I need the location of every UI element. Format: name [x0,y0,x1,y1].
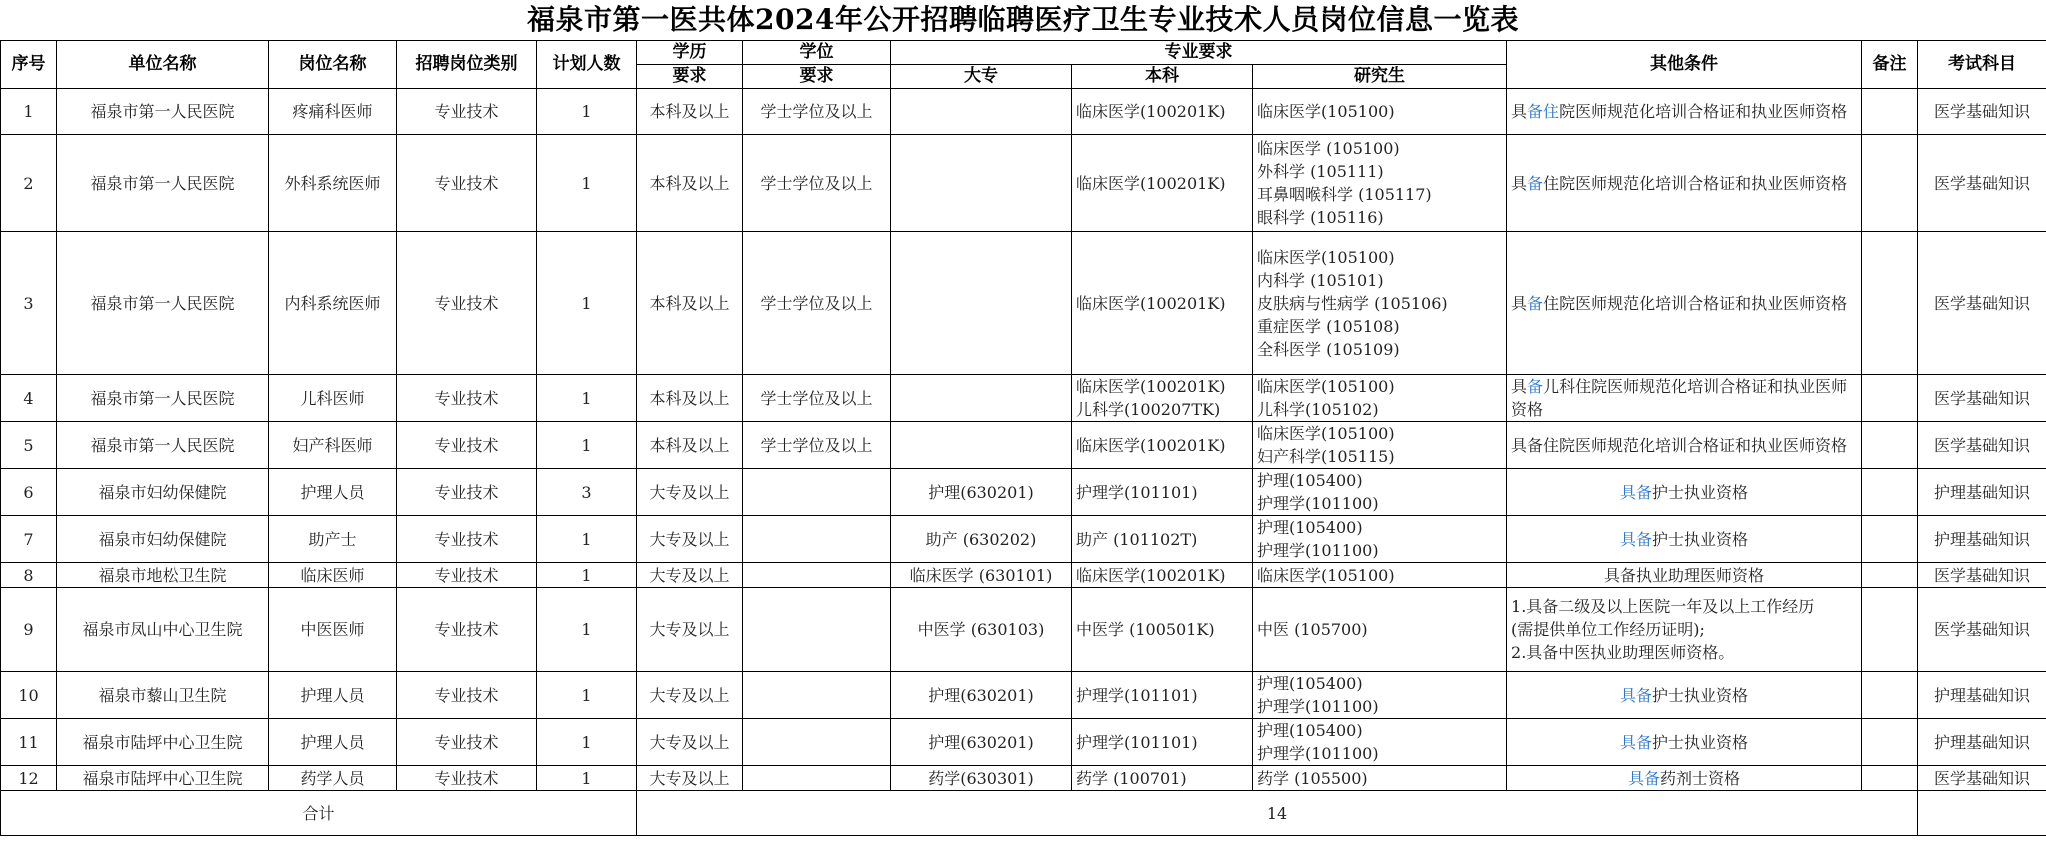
header-degree-top: 学位 [743,41,891,65]
row-graduate-line: 护理(105400) [1257,518,1363,537]
row-graduate [1253,516,1507,563]
row-bachelor [1072,516,1253,563]
row-other [1507,375,1862,422]
row-seq: 5 [1,422,57,469]
row-other-text-rest: 住院医师规范化培训合格证和执业医师资格 [1543,293,1848,313]
row-graduate-line: 眼科学 (105116) [1257,208,1384,227]
row-other-text-rest: 院医师规范化培训合格证和执业医师资格 [1559,102,1848,121]
row-seq: 6 [1,469,57,516]
row-remark [1862,719,1918,766]
row-other [1507,469,1862,516]
row-bachelor [1072,375,1253,422]
row-bachelor-line: 药学 (100701) [1076,768,1187,788]
row-junior: 临床医学 (630101) [891,563,1072,588]
row-post: 护理人员 [269,672,397,719]
row-category: 专业技术 [397,89,537,135]
row-bachelor-line: 助产 (101102T) [1076,529,1198,549]
row-other [1507,766,1862,791]
table-row [1,766,2046,791]
row-remark [1862,469,1918,516]
row-unit: 福泉市凤山中心卫生院 [57,588,269,672]
row-graduate [1253,469,1507,516]
header-major: 专业要求 [891,41,1507,65]
row-other [1507,89,1862,135]
table-row [1,563,2046,588]
row-other [1507,422,1862,469]
row-graduate-line: 护理学(101100) [1257,541,1379,560]
row-remark [1862,135,1918,232]
row-unit: 福泉市陆坪中心卫生院 [57,719,269,766]
row-unit: 福泉市第一人民医院 [57,375,269,422]
row-bachelor [1072,588,1253,672]
row-post: 儿科医师 [269,375,397,422]
row-other [1507,588,1862,672]
row-degree [743,719,891,766]
row-junior: 护理(630201) [891,672,1072,719]
row-unit: 福泉市藜山卫生院 [57,672,269,719]
row-graduate-line: 全科医学 (105109) [1257,339,1400,359]
row-edu: 大专及以上 [637,672,743,719]
row-graduate-line: 临床医学 (105100) [1257,139,1400,158]
row-graduate-line: 护理学(101100) [1257,494,1379,513]
row-junior [891,232,1072,375]
row-plan: 1 [537,516,637,563]
row-graduate-line: 护理(105400) [1257,674,1363,693]
row-plan: 3 [537,469,637,516]
row-category: 专业技术 [397,469,537,516]
row-graduate-line: 皮肤病与性病学 (105106) [1257,293,1448,313]
row-graduate-line: 护理学(101100) [1257,697,1379,716]
row-seq: 9 [1,588,57,672]
row-edu: 大专及以上 [637,469,743,516]
row-degree: 学士学位及以上 [743,232,891,375]
row-exam: 护理基础知识 [1918,719,2046,766]
row-graduate-line: 外科学 (105111) [1257,162,1384,181]
row-edu: 本科及以上 [637,135,743,232]
row-other-text-rest: 药剂士资格 [1660,768,1741,788]
row-bachelor [1072,766,1253,791]
table-row [1,422,2046,469]
row-junior: 护理(630201) [891,719,1072,766]
row-graduate-line: 儿科学(105102) [1257,400,1379,419]
row-remark [1862,375,1918,422]
row-bachelor [1072,89,1253,135]
row-other-highlight: 备 [1527,173,1544,193]
row-graduate-line: 临床医学(105100) [1257,247,1395,267]
row-other-text: 具 [1511,293,1528,313]
row-other-text-rest: 护士执业资格 [1652,482,1749,502]
row-other [1507,232,1862,375]
header-other: 其他条件 [1507,41,1862,89]
row-bachelor [1072,135,1253,232]
row-other-text: 具 [1511,102,1528,121]
row-unit: 福泉市第一人民医院 [57,135,269,232]
row-post: 护理人员 [269,469,397,516]
row-edu: 本科及以上 [637,422,743,469]
row-unit: 福泉市第一人民医院 [57,89,269,135]
total-row [1,791,2046,836]
header-bachelor: 本科 [1072,65,1253,89]
row-graduate [1253,719,1507,766]
row-category: 专业技术 [397,516,537,563]
table-row [1,469,2046,516]
row-edu: 本科及以上 [637,89,743,135]
row-exam: 护理基础知识 [1918,516,2046,563]
row-remark [1862,232,1918,375]
row-plan: 1 [537,422,637,469]
row-edu: 大专及以上 [637,563,743,588]
row-graduate [1253,375,1507,422]
row-junior [891,375,1072,422]
total-exam-empty [1918,791,2046,836]
row-post: 助产士 [269,516,397,563]
header-graduate: 研究生 [1253,65,1507,89]
row-graduate [1253,422,1507,469]
row-junior: 药学(630301) [891,766,1072,791]
row-post: 妇产科医师 [269,422,397,469]
row-other-highlight: 具备 [1628,768,1661,788]
row-graduate [1253,232,1507,375]
row-edu: 大专及以上 [637,719,743,766]
header-seq: 序号 [1,41,57,89]
row-bachelor-line: 临床医学(100201K) [1076,377,1226,396]
row-plan: 1 [537,135,637,232]
row-graduate [1253,563,1507,588]
row-bachelor [1072,422,1253,469]
row-other-highlight: 备住 [1527,102,1560,121]
row-seq: 12 [1,766,57,791]
row-bachelor-line: 护理学(101101) [1076,482,1198,502]
row-plan: 1 [537,672,637,719]
row-seq: 1 [1,89,57,135]
row-edu: 大专及以上 [637,516,743,563]
row-other-highlight: 具备 [1620,482,1653,502]
row-degree: 学士学位及以上 [743,375,891,422]
row-bachelor-line: 中医学 (100501K) [1076,620,1215,639]
row-degree [743,563,891,588]
row-other-highlight: 具备 [1620,529,1653,549]
row-degree: 学士学位及以上 [743,89,891,135]
row-seq: 2 [1,135,57,232]
row-exam: 医学基础知识 [1918,563,2046,588]
header-row-1 [1,41,2046,65]
row-edu: 大专及以上 [637,766,743,791]
row-graduate-line: 临床医学(105100) [1257,377,1395,396]
row-bachelor-line: 护理学(101101) [1076,685,1198,705]
row-plan: 1 [537,766,637,791]
row-other-line: 1.具备二级及以上医院一年及以上工作经历 [1511,597,1815,616]
row-graduate-line: 耳鼻咽喉科学 (105117) [1257,185,1432,204]
row-degree: 学士学位及以上 [743,422,891,469]
row-exam: 护理基础知识 [1918,469,2046,516]
table-row [1,516,2046,563]
row-degree [743,588,891,672]
row-graduate [1253,89,1507,135]
row-other-text: 具备执业助理医师资格 [1604,565,1765,585]
table-row [1,232,2046,375]
row-graduate [1253,135,1507,232]
table-row [1,672,2046,719]
row-category: 专业技术 [397,135,537,232]
row-exam: 医学基础知识 [1918,422,2046,469]
row-bachelor-line: 护理学(101101) [1076,732,1198,752]
table-row [1,588,2046,672]
row-exam: 医学基础知识 [1918,588,2046,672]
row-junior [891,422,1072,469]
row-graduate-line: 护理(105400) [1257,721,1363,740]
header-plan: 计划人数 [537,41,637,89]
row-category: 专业技术 [397,588,537,672]
row-other-text: 具备住院医师规范化培训合格证和执业医师资格 [1511,435,1848,455]
row-other-text-rest: 护士执业资格 [1652,732,1749,752]
total-label: 合计 [1,791,637,836]
row-plan: 1 [537,89,637,135]
row-plan: 1 [537,563,637,588]
row-other-text-rest: 护士执业资格 [1652,685,1749,705]
sheet-title: 福泉市第一医共体2024年公开招聘临聘医疗卫生专业技术人员岗位信息一览表 [527,3,1519,36]
row-other-line: (需提供单位工作经历证明); [1511,620,1705,639]
row-unit: 福泉市第一人民医院 [57,232,269,375]
row-remark [1862,516,1918,563]
row-seq: 4 [1,375,57,422]
row-other-highlight: 具备 [1620,685,1653,705]
table-row [1,135,2046,232]
header-unit: 单位名称 [57,41,269,89]
header-category: 招聘岗位类别 [397,41,537,89]
row-graduate-line: 临床医学(105100) [1257,424,1395,443]
positions-table [0,40,2046,836]
row-bachelor [1072,563,1253,588]
row-bachelor-line: 临床医学(100201K) [1076,565,1226,585]
row-unit: 福泉市妇幼保健院 [57,469,269,516]
row-degree [743,766,891,791]
row-remark [1862,89,1918,135]
row-post: 护理人员 [269,719,397,766]
row-category: 专业技术 [397,375,537,422]
row-bachelor [1072,232,1253,375]
table-row [1,375,2046,422]
row-other-text-rest: 护士执业资格 [1652,529,1749,549]
row-bachelor-line: 临床医学(100201K) [1076,173,1226,193]
row-degree [743,516,891,563]
table-row [1,719,2046,766]
row-seq: 11 [1,719,57,766]
row-post: 中医医师 [269,588,397,672]
row-seq: 7 [1,516,57,563]
table-row [1,89,2046,135]
row-plan: 1 [537,588,637,672]
row-remark [1862,563,1918,588]
row-graduate [1253,672,1507,719]
header-edu-bottom: 要求 [637,65,743,89]
row-remark [1862,422,1918,469]
row-exam: 护理基础知识 [1918,672,2046,719]
row-bachelor-line: 儿科学(100207TK) [1076,400,1221,419]
row-other-text-rest: 住院医师规范化培训合格证和执业医师资格 [1543,173,1848,193]
row-bachelor [1072,469,1253,516]
row-degree [743,672,891,719]
row-post: 临床医师 [269,563,397,588]
row-unit: 福泉市第一人民医院 [57,422,269,469]
row-remark [1862,588,1918,672]
row-seq: 10 [1,672,57,719]
row-bachelor-line: 临床医学(100201K) [1076,435,1226,455]
row-post: 疼痛科医师 [269,89,397,135]
row-exam: 医学基础知识 [1918,89,2046,135]
row-other-highlight: 备 [1527,293,1544,313]
row-post: 药学人员 [269,766,397,791]
row-category: 专业技术 [397,766,537,791]
row-other [1507,516,1862,563]
row-exam: 医学基础知识 [1918,766,2046,791]
row-category: 专业技术 [397,232,537,375]
header-degree-bottom: 要求 [743,65,891,89]
row-other-highlight: 备 [1527,377,1544,396]
row-other [1507,135,1862,232]
row-seq: 3 [1,232,57,375]
row-junior [891,135,1072,232]
row-graduate [1253,766,1507,791]
row-degree: 学士学位及以上 [743,135,891,232]
row-edu: 大专及以上 [637,588,743,672]
row-exam: 医学基础知识 [1918,375,2046,422]
row-category: 专业技术 [397,719,537,766]
row-other [1507,563,1862,588]
row-degree [743,469,891,516]
row-seq: 8 [1,563,57,588]
row-graduate-line: 护理(105400) [1257,471,1363,490]
row-plan: 1 [537,375,637,422]
row-other-text-rest: 儿科住院医师规范化培训合格证和执业医师资格 [1511,377,1848,419]
row-graduate-line: 内科学 (105101) [1257,270,1384,290]
row-bachelor [1072,672,1253,719]
row-graduate-line: 中医 (105700) [1257,620,1368,639]
row-plan: 1 [537,232,637,375]
row-plan: 1 [537,719,637,766]
row-edu: 本科及以上 [637,375,743,422]
row-junior [891,89,1072,135]
row-other-text: 具 [1511,173,1528,193]
row-graduate-line: 药学 (105500) [1257,768,1368,788]
row-unit: 福泉市妇幼保健院 [57,516,269,563]
row-other [1507,719,1862,766]
row-graduate-line: 重症医学 (105108) [1257,316,1400,336]
row-post: 外科系统医师 [269,135,397,232]
row-bachelor-line: 临床医学(100201K) [1076,293,1226,313]
header-post: 岗位名称 [269,41,397,89]
row-bachelor [1072,719,1253,766]
row-edu: 本科及以上 [637,232,743,375]
row-category: 专业技术 [397,672,537,719]
row-unit: 福泉市陆坪中心卫生院 [57,766,269,791]
header-remark: 备注 [1862,41,1918,89]
row-graduate-line: 临床医学(105100) [1257,102,1395,121]
row-category: 专业技术 [397,422,537,469]
row-exam: 医学基础知识 [1918,232,2046,375]
header-junior: 大专 [891,65,1072,89]
row-bachelor-line: 临床医学(100201K) [1076,102,1226,121]
row-exam: 医学基础知识 [1918,135,2046,232]
row-unit: 福泉市地松卫生院 [57,563,269,588]
row-junior: 助产 (630202) [891,516,1072,563]
row-other-line: 2.具备中医执业助理医师资格。 [1511,643,1735,662]
row-remark [1862,672,1918,719]
row-category: 专业技术 [397,563,537,588]
row-post: 内科系统医师 [269,232,397,375]
row-graduate-line: 护理学(101100) [1257,744,1379,763]
row-junior: 中医学 (630103) [891,588,1072,672]
total-value: 14 [637,791,1918,836]
row-remark [1862,766,1918,791]
row-graduate-line: 妇产科学(105115) [1257,447,1395,466]
header-edu-top: 学历 [637,41,743,65]
row-other [1507,672,1862,719]
header-exam: 考试科目 [1918,41,2046,89]
row-junior: 护理(630201) [891,469,1072,516]
row-graduate [1253,588,1507,672]
row-graduate-line: 临床医学(105100) [1257,565,1395,585]
row-other-text: 具 [1511,377,1528,396]
row-other-highlight: 具备 [1620,732,1653,752]
